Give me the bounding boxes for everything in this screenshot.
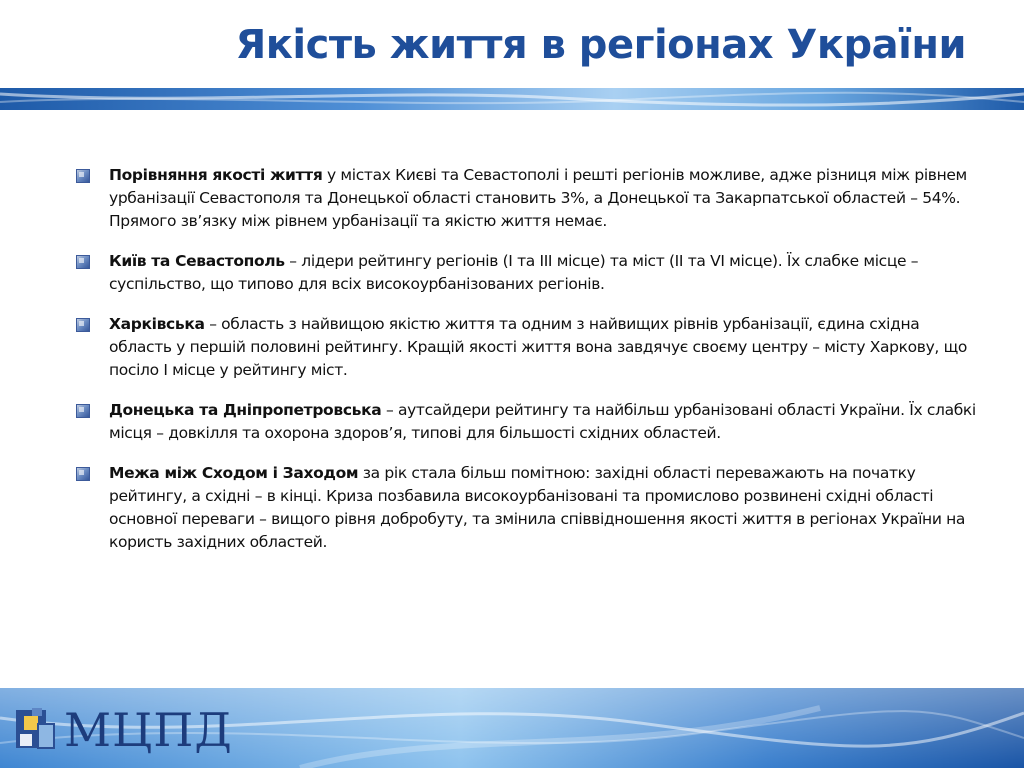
square-bullet-icon <box>76 467 90 481</box>
list-item <box>76 313 976 382</box>
square-bullet-icon <box>76 404 90 418</box>
bullet-text: Київ та Севастополь – лідери рейтингу регіонів (I та III місце) та міст (II та VI місце). Їх слабке місце – суспільство, що типово для всіх високоурбанізованих регіонів. <box>109 252 919 293</box>
list-item <box>76 462 976 554</box>
bullet-text: Донецька та Дніпропетровська – аутсайдери рейтингу та найбільш урбанізовані області України. Їх слабкі місця – довкілля та охорона здоров’я, типові для більшості східних областей. <box>109 401 976 442</box>
bullet-list <box>76 164 976 571</box>
logo <box>14 703 233 757</box>
list-item <box>76 164 976 233</box>
bullet-text: Межа між Сходом і Заходом за рік стала більш помітною: західні області переважають на початку рейтингу, а східні – в кінці. Криза позбавила високоурбанізовані та промислово розвинені східні області основної переваги – вищого рівня добробуту, та змінила співвідношення якості життя в регіонах України на користь західних областей. <box>109 464 966 551</box>
top-decorative-band <box>0 88 1024 110</box>
square-bullet-icon <box>76 318 90 332</box>
bullet-text: Харківська – область з найвищою якістю життя та одним з найвищих рівнів урбанізації, єдина східна область у першій половині рейтингу. Кращій якості життя вона завдячує своєму центру – місту Харкову, що посіло I місце у рейтингу міст. <box>109 315 967 379</box>
square-bullet-icon <box>76 255 90 269</box>
list-item <box>76 399 976 445</box>
logo-text: МЦПД <box>64 703 233 757</box>
bullet-text: Порівняння якості життя у містах Києві та Севастополі і решті регіонів можливе, адже різниця між рівнем урбанізації Севастополя та Донецької області становить 3%, а Донецької та Закарпатської областей – 54%. Прямого зв’язку між рівнем урбанізації та якістю життя немає. <box>109 166 967 230</box>
square-bullet-icon <box>76 169 90 183</box>
mcpd-logo-icon <box>14 706 58 754</box>
slide-title: Якість життя в регіонах України <box>235 22 966 68</box>
list-item <box>76 250 976 296</box>
